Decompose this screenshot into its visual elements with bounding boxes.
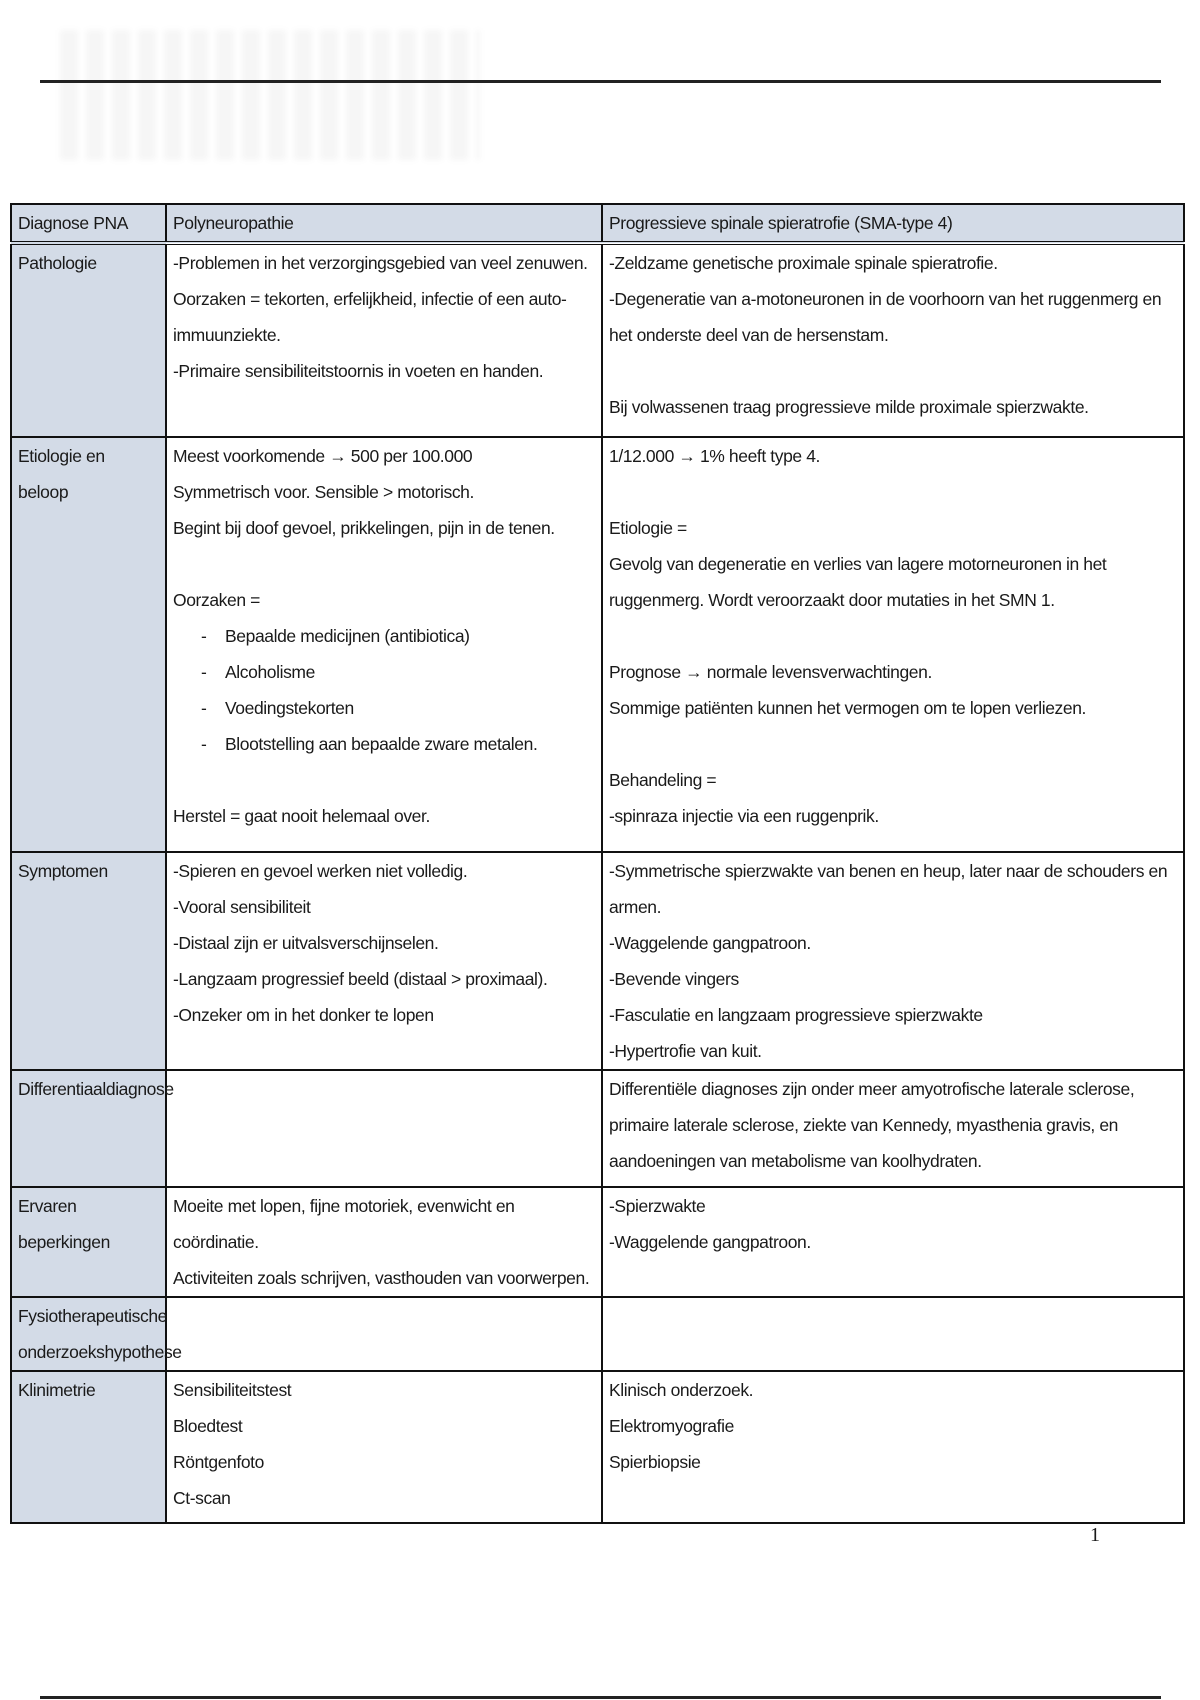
row-label: Differentiaaldiagnose	[11, 1070, 166, 1187]
text-line: -Langzaam progressief beeld (distaal > proximaal).	[173, 969, 548, 989]
spacer	[609, 618, 1177, 654]
spacer	[173, 762, 595, 798]
text-line: -Symmetrische spierzwakte van benen en heup, later naar de schouders en armen.	[609, 861, 1168, 917]
page-number: 1	[1090, 1524, 1100, 1546]
comparison-table	[10, 203, 1185, 1524]
row-label: Ervaren beperkingen	[11, 1187, 166, 1297]
text-line: Sommige patiënten kunnen het vermogen om te lopen verliezen.	[609, 698, 1086, 718]
spacer	[609, 726, 1177, 762]
bottom-rule	[40, 1696, 1161, 1699]
cell-pathologie-col2	[602, 243, 1184, 437]
text-line: -Distaal zijn er uitvalsverschijnselen.	[173, 933, 439, 953]
cell-symptomen-col1	[166, 852, 602, 1070]
text-line: Activiteiten zoals schrijven, vasthouden van voorwerpen.	[173, 1268, 590, 1288]
text-line: -Fasculatie en langzaam progressieve spierzwakte	[609, 1005, 983, 1025]
table-row-symptomen	[11, 852, 1184, 1070]
behandeling-title: Behandeling =	[609, 770, 717, 790]
cell-ervaren-col1	[166, 1187, 602, 1297]
text-line: Röntgenfoto	[173, 1452, 264, 1472]
text-line: -Hypertrofie van kuit.	[609, 1041, 762, 1061]
row-label: Etiologie en beloop	[11, 437, 166, 852]
cell-differentiaal-col1	[166, 1070, 602, 1187]
text-line: -Degeneratie van a-motoneuronen in de voorhoorn van het ruggenmerg en het onderste deel van de hersenstam.	[609, 289, 1162, 345]
text-line: Begint bij doof gevoel, prikkelingen, pijn in de tenen.	[173, 518, 555, 538]
text-line: -Vooral sensibiliteit	[173, 897, 311, 917]
text-line: Herstel = gaat nooit helemaal over.	[173, 806, 430, 826]
text-line: Moeite met lopen, fijne motoriek, evenwicht en coördinatie.	[173, 1196, 515, 1252]
text-line: -Spieren en gevoel werken niet volledig.	[173, 861, 468, 881]
header-col-polyneuropathie: Polyneuropathie	[166, 204, 602, 243]
cell-pathologie-col1	[166, 243, 602, 437]
cell-etiologie-col2	[602, 437, 1184, 852]
text-line: -Primaire sensibiliteitstoornis in voeten en handen.	[173, 361, 544, 381]
cell-symptomen-col2	[602, 852, 1184, 1070]
table-row-etiologie	[11, 437, 1184, 852]
text-line: -Onzeker om in het donker te lopen	[173, 1005, 434, 1025]
text-line: Gevolg van degeneratie en verlies van lagere motorneuronen in het ruggenmerg. Wordt veroorzaakt door mutaties in het SMN 1.	[609, 554, 1107, 610]
top-rule	[40, 80, 1161, 83]
text-line: Bij volwassenen traag progressieve milde proximale spierzwakte.	[609, 397, 1089, 417]
text-line: -Waggelende gangpatroon.	[609, 933, 811, 953]
spacer	[609, 474, 1177, 510]
list-item: - Bepaalde medicijnen (antibiotica)	[201, 618, 595, 654]
cell-fysio-col1	[166, 1297, 602, 1371]
text-line: -Problemen in het verzorgingsgebied van veel zenuwen.	[173, 253, 588, 273]
text-line: Bloedtest	[173, 1416, 243, 1436]
text-line: Spierbiopsie	[609, 1452, 701, 1472]
spacer	[609, 353, 1177, 389]
text-line: -spinraza injectie via een ruggenprik.	[609, 806, 879, 826]
cell-ervaren-col2	[602, 1187, 1184, 1297]
table-row-fysiotherapeutische-hypothese	[11, 1297, 1184, 1371]
table-row-klinimetrie	[11, 1371, 1184, 1523]
row-label: Fysiotherapeutische onderzoekshypothese	[11, 1297, 166, 1371]
cell-etiologie-col1	[166, 437, 602, 852]
row-label: Klinimetrie	[11, 1371, 166, 1523]
text-line: Oorzaken = tekorten, erfelijkheid, infectie of een auto-immuunziekte.	[173, 289, 567, 345]
cell-klinimetrie-col2	[602, 1371, 1184, 1523]
text-line: -Zeldzame genetische proximale spinale spieratrofie.	[609, 253, 998, 273]
table-row-ervaren-beperkingen	[11, 1187, 1184, 1297]
etiologie-title: Etiologie =	[609, 518, 687, 538]
text-line: Klinisch onderzoek.	[609, 1380, 754, 1400]
text-line: Ct-scan	[173, 1488, 231, 1508]
text-line: Elektromyografie	[609, 1416, 734, 1436]
header-label: Diagnose PNA	[11, 204, 166, 243]
text-line: 1/12.000 → 1% heeft type 4.	[609, 446, 821, 466]
text-line: Prognose → normale levensverwachtingen.	[609, 662, 932, 682]
text-line: Symmetrisch voor. Sensible > motorisch.	[173, 482, 474, 502]
cell-fysio-col2	[602, 1297, 1184, 1371]
list-item: - Blootstelling aan bepaalde zware metalen.	[201, 726, 595, 762]
cell-klinimetrie-col1	[166, 1371, 602, 1523]
blurred-title-area	[60, 30, 480, 160]
table-row-pathologie	[11, 243, 1184, 437]
list-item: - Voedingstekorten	[201, 690, 595, 726]
causes-list	[173, 618, 595, 762]
causes-title: Oorzaken =	[173, 590, 260, 610]
text-line: -Bevende vingers	[609, 969, 739, 989]
text-line: -Waggelende gangpatroon.	[609, 1232, 811, 1252]
text-line: Meest voorkomende → 500 per 100.000	[173, 446, 473, 466]
table-header-row	[11, 204, 1184, 243]
header-col-sma: Progressieve spinale spieratrofie (SMA-type 4)	[602, 204, 1184, 243]
spacer	[173, 546, 595, 582]
row-label: Symptomen	[11, 852, 166, 1070]
table-row-differentiaaldiagnose	[11, 1070, 1184, 1187]
row-label: Pathologie	[11, 243, 166, 437]
list-item: - Alcoholisme	[201, 654, 595, 690]
text-line: -Spierzwakte	[609, 1196, 706, 1216]
cell-differentiaal-col2: Differentiële diagnoses zijn onder meer amyotrofische laterale sclerose, primaire laterale sclerose, ziekte van Kennedy, myasthenia gravis, en aandoeningen van metabolisme van koolhydraten.	[602, 1070, 1184, 1187]
text-line: Sensibiliteitstest	[173, 1380, 292, 1400]
